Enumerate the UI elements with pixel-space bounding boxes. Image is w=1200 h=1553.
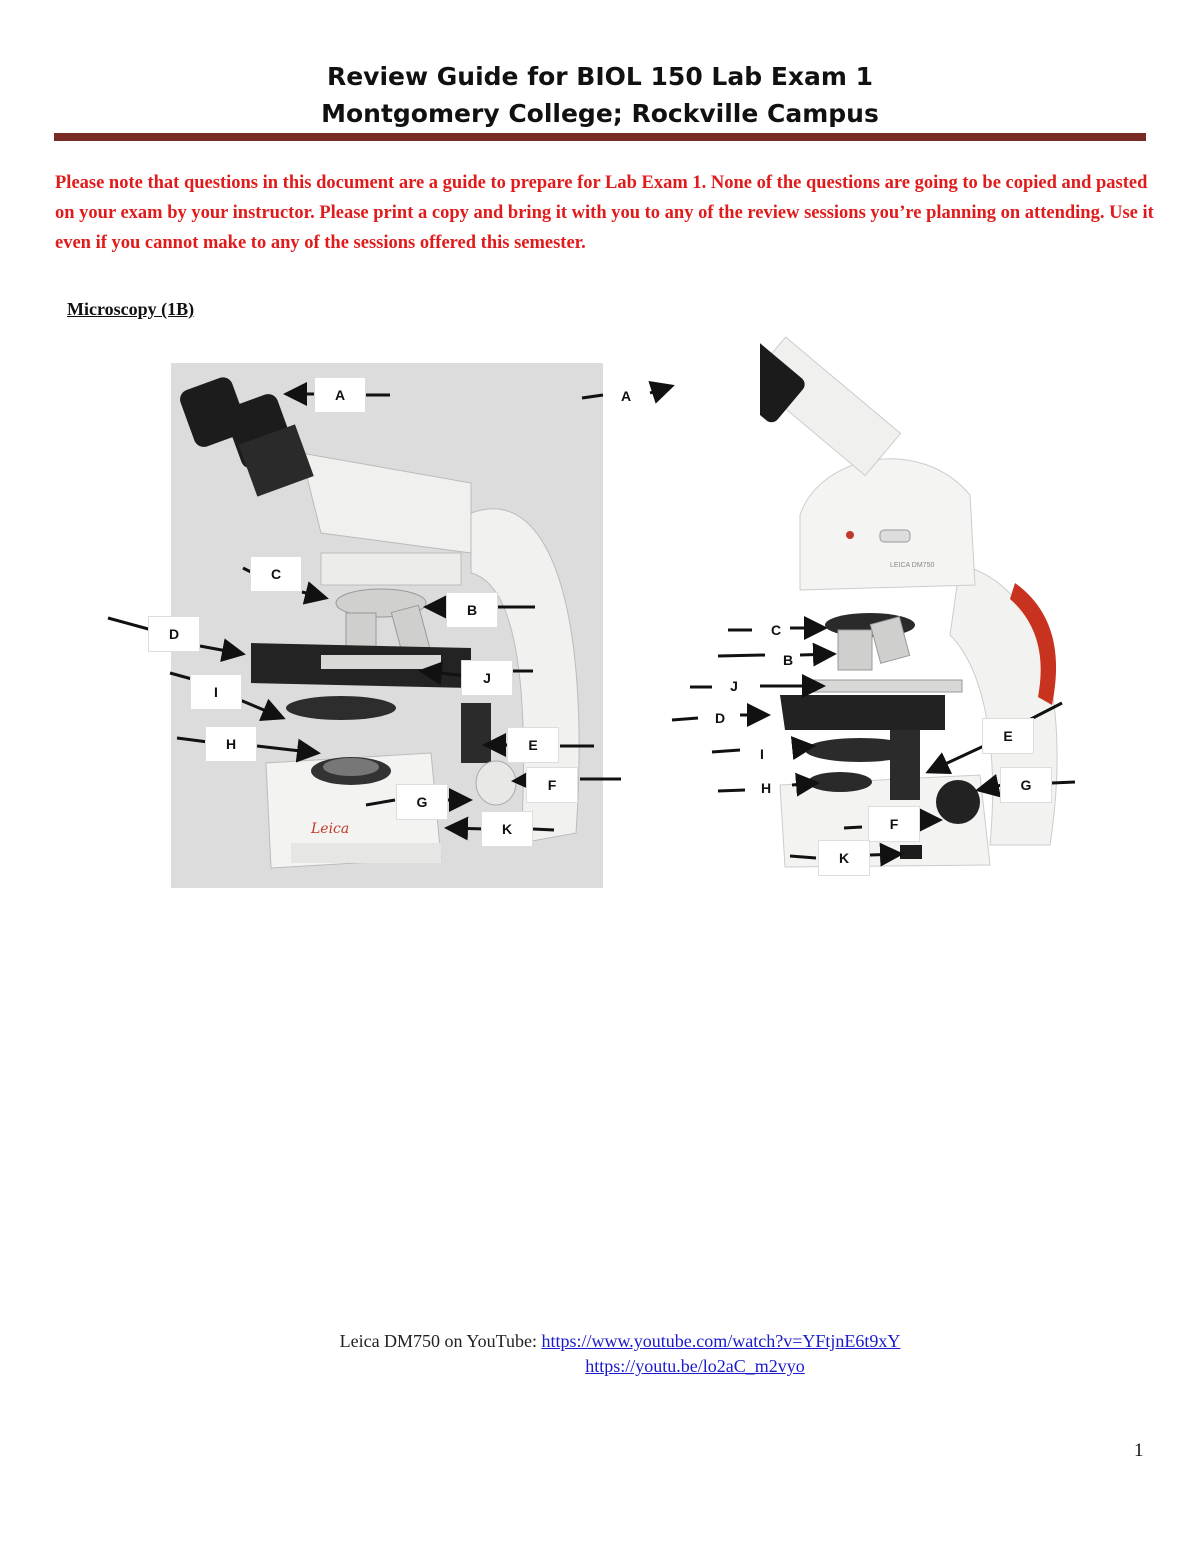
right-label-h: H <box>760 780 772 796</box>
leica-dm750-logo: LEICA DM750 <box>890 562 935 569</box>
right-label-f: F <box>868 806 920 842</box>
right-label-k: K <box>818 840 870 876</box>
left-label-d: D <box>148 616 200 652</box>
left-label-b: B <box>446 592 498 628</box>
youtube-link-1[interactable]: https://www.youtube.com/watch?v=YFtjnE6t9xY <box>541 1331 901 1351</box>
left-label-a: A <box>314 377 366 413</box>
footer-line1 <box>0 1331 1200 1352</box>
left-label-j: J <box>461 660 513 696</box>
left-label-g: G <box>396 784 448 820</box>
document-title-line1: Review Guide for BIOL 150 Lab Exam 1 <box>326 62 874 91</box>
right-label-a: A <box>620 388 632 404</box>
right-label-b: B <box>782 652 794 668</box>
footer-prefix: Leica DM750 on YouTube: <box>339 1331 542 1351</box>
right-label-d: D <box>714 710 726 726</box>
left-label-e: E <box>507 727 559 763</box>
left-label-f: F <box>526 767 578 803</box>
right-label-i: I <box>760 746 764 762</box>
footer-line2 <box>0 1356 1200 1377</box>
right-label-j: J <box>730 678 738 694</box>
document-title-line2: Montgomery College; Rockville Campus <box>321 99 879 128</box>
youtube-link-2[interactable]: https://youtu.be/lo2aC_m2vyo <box>585 1356 805 1376</box>
left-label-i: I <box>190 674 242 710</box>
left-label-h: H <box>205 726 257 762</box>
instructions-note: Please note that questions in this document are a guide to prepare for Lab Exam 1. None of the questions are going to be copied and pasted on your exam by your instructor. Please print a copy and bring it with you to any of the review sessions you’re planning on attending. Use it even if you cannot make to any of the sessions offered this semester. <box>55 173 1154 253</box>
right-label-g: G <box>1000 767 1052 803</box>
right-label-e: E <box>982 718 1034 754</box>
section-heading: Microscopy (1B) <box>67 299 195 319</box>
right-label-c: C <box>770 622 782 638</box>
left-label-c: C <box>250 556 302 592</box>
left-label-k: K <box>481 811 533 847</box>
leica-logo: Leica <box>311 821 350 837</box>
page-number: 1 <box>1134 1440 1144 1461</box>
